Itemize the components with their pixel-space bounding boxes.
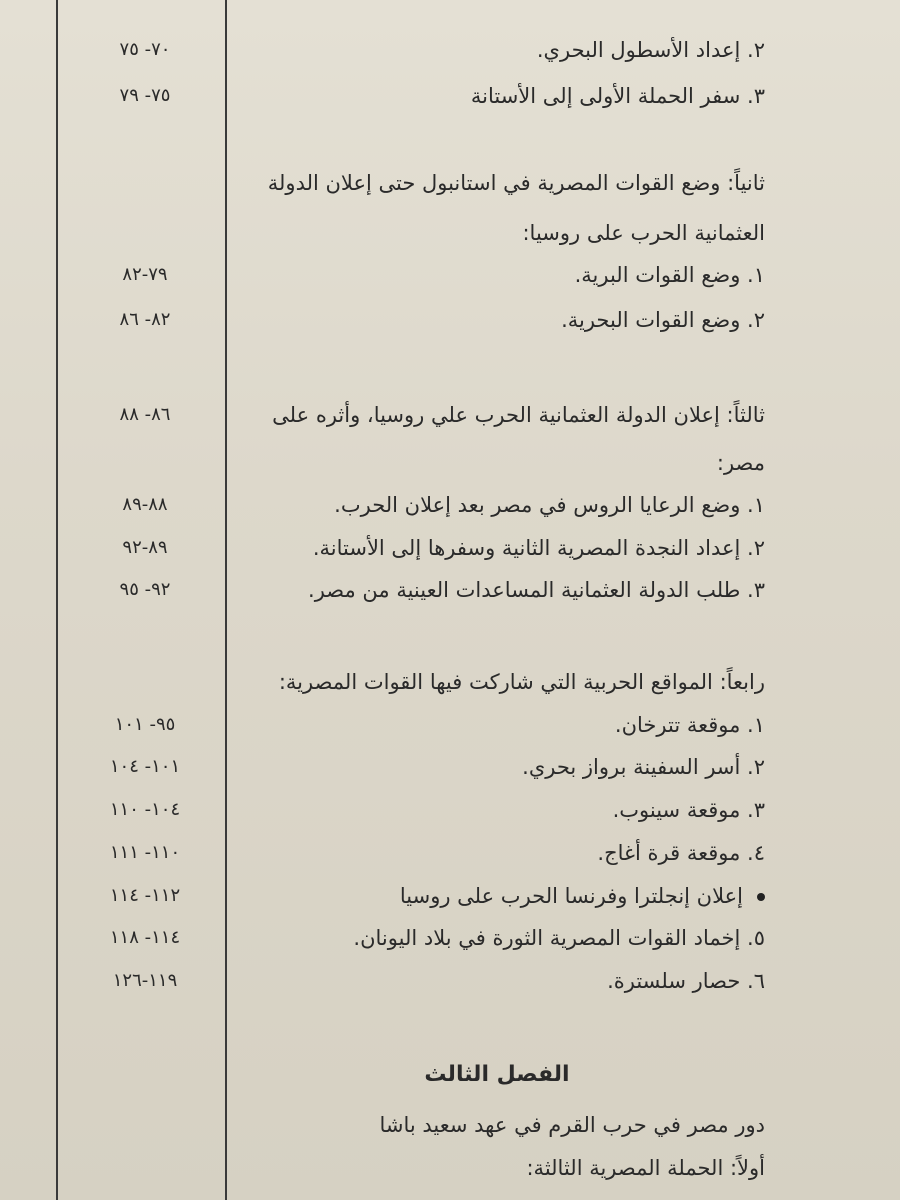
page-range: ٧٥- ٧٩ (119, 85, 171, 106)
section-heading-text: ثانياً: وضع القوات المصرية في استانبول حتى إعلان الدولة (267, 171, 765, 195)
toc-entry (0, 747, 900, 787)
bullet-entry-wrapper (205, 876, 765, 916)
page-range: ١٠١- ١٠٤ (109, 756, 181, 777)
toc-entry (0, 790, 900, 830)
page-range: ١١٤- ١١٨ (109, 927, 181, 948)
toc-entry (0, 528, 900, 568)
toc-entry (0, 705, 900, 745)
toc-section-heading (0, 662, 900, 702)
page-range: ٨٦- ٨٨ (119, 404, 171, 425)
page-range: ١١٢- ١١٤ (109, 885, 181, 906)
chapter-subtitle: دور مصر في حرب القرم في عهد سعيد باشا (379, 1113, 765, 1137)
entry-title: ١. وضع الرعايا الروس في مصر بعد إعلان الحرب. (334, 493, 765, 517)
page-range: ٩٥- ١٠١ (114, 714, 176, 735)
page-range: ١١٠- ١١١ (109, 842, 181, 863)
page-range: ٨٩-٩٢ (122, 537, 168, 558)
page-range: ٧٠- ٧٥ (119, 39, 171, 60)
entry-title: ١. موقعة تترخان. (614, 713, 765, 737)
entry-title: ٢. أسر السفينة برواز بحري. (522, 755, 765, 779)
toc-section-heading-cont (0, 213, 900, 253)
toc-entry (0, 30, 900, 70)
toc-entry (0, 76, 900, 116)
entry-title: ٥. إخماد القوات المصرية الثورة في بلاد اليونان. (353, 926, 765, 950)
toc-section-heading (0, 395, 900, 435)
page-range: ٨٨-٨٩ (122, 494, 168, 515)
entry-title: ٤. موقعة قرة أغاج. (597, 841, 765, 865)
entry-title: ٦. حصار سلسترة. (607, 969, 765, 993)
entry-title: ٣. سفر الحملة الأولى إلى الأستانة (470, 84, 765, 108)
entry-title: ١. وضع القوات البرية. (574, 263, 765, 287)
chapter-subtitle-row (0, 1105, 900, 1145)
section-heading-text: أولاً: الحملة المصرية الثالثة: (526, 1156, 765, 1180)
section-heading-text: رابعاً: المواقع الحربية التي شاركت فيها القوات المصرية: (278, 670, 765, 694)
toc-entry (0, 485, 900, 525)
toc-section-heading-cont (0, 443, 900, 483)
toc-section-heading (0, 163, 900, 203)
section-heading-text: ثالثاً: إعلان الدولة العثمانية الحرب علي روسيا، وأثره على (272, 403, 765, 427)
chapter-title: الفصل الثالث (424, 1062, 570, 1087)
entry-title: ٢. وضع القوات البحرية. (561, 308, 765, 332)
page-range: ١٠٤- ١١٠ (109, 799, 181, 820)
page-range: ١١٩-١٢٦ (112, 970, 178, 991)
bullet-icon (757, 893, 765, 901)
toc-entry (0, 255, 900, 295)
page-range: ٨٢- ٨٦ (119, 309, 171, 330)
entry-title: إعلان إنجلترا وفرنسا الحرب على روسيا (399, 884, 743, 908)
toc-entry (0, 918, 900, 958)
section-heading-text: العثمانية الحرب على روسيا: (522, 221, 765, 245)
page-range: ٧٩-٨٢ (122, 264, 168, 285)
toc-entry (0, 833, 900, 873)
entry-title: ٢. إعداد الأسطول البحري. (536, 38, 765, 62)
toc-section-heading (0, 1148, 900, 1188)
entry-title: ٢. إعداد النجدة المصرية الثانية وسفرها إلى الأستانة. (312, 536, 765, 560)
toc-entry (0, 961, 900, 1001)
page-range: ٩٢- ٩٥ (119, 579, 171, 600)
entry-title: ٣. طلب الدولة العثمانية المساعدات العينية من مصر. (308, 578, 765, 602)
toc-entry (0, 570, 900, 610)
section-heading-text: مصر: (716, 451, 765, 475)
toc-bullet-entry (0, 876, 900, 916)
entry-title: ٣. موقعة سينوب. (612, 798, 765, 822)
toc-entry (0, 300, 900, 340)
